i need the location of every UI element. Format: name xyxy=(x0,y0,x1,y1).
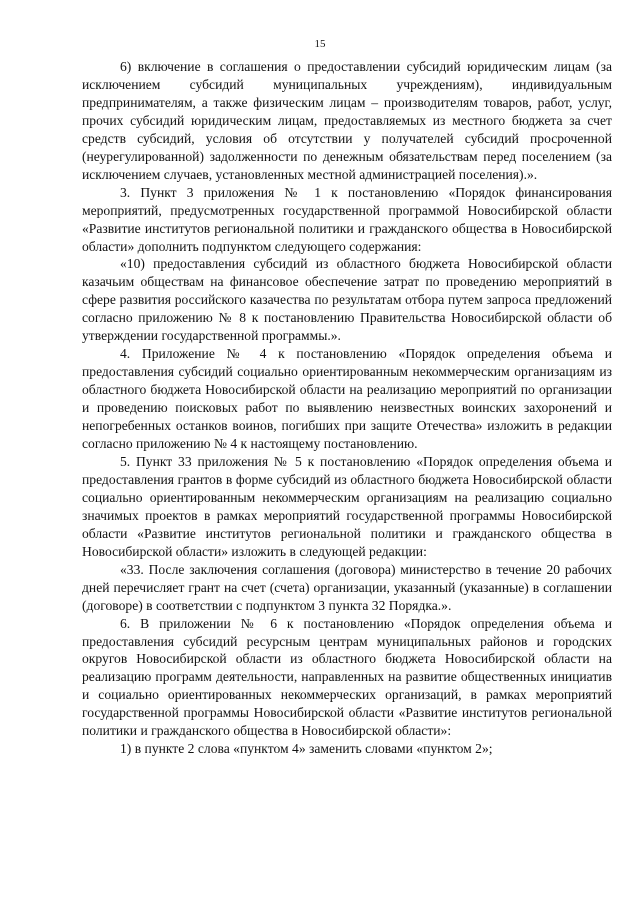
paragraph-item-6: 6. В приложении № 6 к постановлению «Порядок определения объема и предоставления субсидий ресурсным центрам муниципальных районов и городских округов Новосибирской области из областного бюджета Новосибирской области на реализацию программ деятельности, направленных на развитие общественных инициатив и социально ориентированных некоммерческих организаций, в рамках мероприятий государственной программы Новосибирской области «Развитие институтов региональной политики и гражданского общества в Новосибирской области»: xyxy=(82,615,612,739)
paragraph-item-4: 4. Приложение № 4 к постановлению «Порядок определения объема и предоставления субсидий социально ориентированным некоммерческим организациям из областного бюджета Новосибирской области на реализацию мероприятий по организации и проведению поисковых работ по выявлению неизвестных воинских захоронений и непогребенных останков воинов, погибших при защите Отечества» изложить в редакции согласно приложению № 4 к настоящему постановлению. xyxy=(82,346,612,452)
paragraph-item-3: 3. Пункт 3 приложения № 1 к постановлению «Порядок финансирования мероприятий, предусмотренных государственной программой Новосибирской области «Развитие институтов региональной политики и гражданского общества в Новосибирской области» дополнить подпунктом следующего содержания: xyxy=(82,184,612,254)
page-number: 15 xyxy=(314,38,326,50)
paragraph-clause-33: «33. После заключения соглашения (договора) министерство в течение 20 рабочих дней перечисляет грант на счет (счета) организации, указанный (указанные) в соглашении (договоре) в соответствии с подпунктом 3 пункта 32 Порядка.». xyxy=(82,561,612,613)
paragraph-subitem-10: «10) предоставления субсидий из областного бюджета Новосибирской области казачьим обществам на финансовое обеспечение затрат по проведению мероприятий в сфере развития российского казачества по результатам отбора путем запроса предложений согласно приложению № 8 к постановлению Правительства Новосибирской области об утверждении государственной программы.». xyxy=(82,256,612,344)
paragraph-subitem-1: 1) в пункте 2 слова «пунктом 4» заменить словами «пунктом 2»; xyxy=(120,741,493,757)
document-body xyxy=(82,58,612,758)
paragraph-item-5: 5. Пункт 33 приложения № 5 к постановлению «Порядок определения объема и предоставления грантов в форме субсидий из областного бюджета Новосибирской области социально ориентированным некоммерческим организациям на реализацию социально значимых проектов в рамках мероприятий государственной программы Новосибирской области «Развитие институтов региональной политики и гражданского общества в Новосибирской области» изложить в следующей редакции: xyxy=(82,453,612,559)
paragraph-6-subsidy-conditions: 6) включение в соглашения о предоставлении субсидий юридическим лицам (за исключением субсидий муниципальных учреждениям), индивидуальным предпринимателям, а также физическим лицам – производителям товаров, работ, услуг, прочих субсидий юридическим лицам, предоставляемых из местного бюджета за счет средств субсидий, условия об отсутствии у получателей субсидий просроченной (неурегулированной) задолженности по денежным обязательствам перед поселением (за исключением случаев, установленных местной администрацией поселения).». xyxy=(82,59,612,182)
